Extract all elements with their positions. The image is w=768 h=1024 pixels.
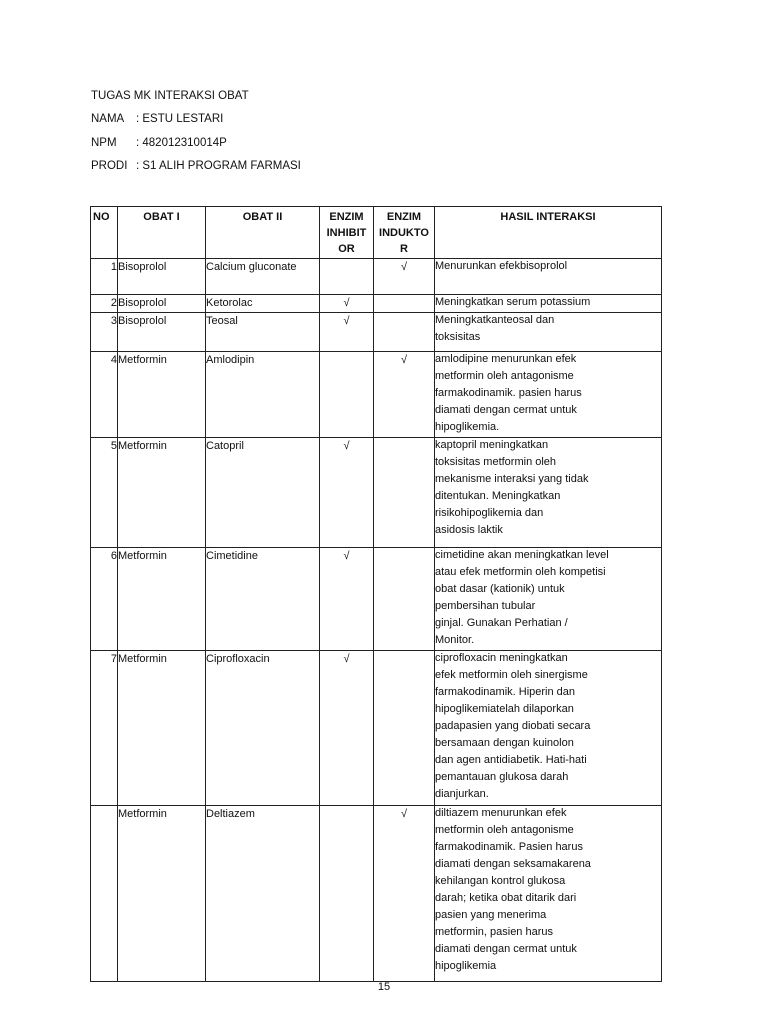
header-obat-1: OBAT I — [118, 207, 206, 259]
field-label: NAMA — [91, 113, 125, 125]
page-number: 15 — [377, 981, 391, 993]
field-label: PRODI — [91, 160, 128, 172]
induktor-check-cell — [374, 548, 435, 651]
header-line: INDUKTO — [379, 227, 429, 239]
obat-2-cell: Ciprofloxacin — [206, 651, 320, 806]
result-line: risikohipoglikemia dan — [435, 507, 544, 519]
assignment-title: TUGAS MK INTERAKSI OBAT — [91, 90, 249, 102]
result-line: farmakodinamik. Hiperin dan — [435, 686, 576, 698]
induktor-check-cell: √ — [374, 259, 435, 295]
result-line: farmakodinamik. pasien harus — [435, 387, 582, 399]
hasil-interaksi-cell — [435, 548, 662, 651]
result-line: hipoglikemia — [435, 960, 497, 972]
inhibitor-check-cell: √ — [320, 313, 374, 352]
row-number: 4 — [91, 352, 118, 438]
obat-1-cell: Bisoprolol — [118, 295, 206, 313]
field-value: : 482012310014P — [136, 137, 227, 149]
obat-2-cell: Ketorolac — [206, 295, 320, 313]
header-enzim-inhibitor — [320, 207, 374, 259]
header-line: ENZIM — [386, 211, 422, 223]
result-line: dianjurkan. — [435, 788, 489, 800]
inhibitor-check-cell — [320, 806, 374, 982]
inhibitor-check-cell: √ — [320, 295, 374, 313]
hasil-interaksi-cell — [435, 438, 662, 548]
table-row — [91, 295, 662, 313]
result-line: atau efek metformin oleh kompetisi — [435, 566, 606, 578]
result-line: Menurunkan efekbisoprolol — [435, 260, 568, 272]
table-row — [91, 438, 662, 548]
obat-1-cell: Metformin — [118, 548, 206, 651]
table-row — [91, 548, 662, 651]
header-line: OR — [338, 243, 355, 255]
result-line: metformin, pasien harus — [435, 926, 553, 938]
table-row — [91, 806, 662, 982]
result-line: Meningkatkan serum potassium — [435, 296, 591, 308]
field-value: : ESTU LESTARI — [136, 113, 224, 125]
row-number: 3 — [91, 313, 118, 352]
induktor-check-cell — [374, 295, 435, 313]
result-line: Meningkatkanteosal dan — [435, 314, 555, 326]
field-npm — [91, 136, 227, 150]
hasil-interaksi-cell — [435, 651, 662, 806]
result-line: amlodipine menurunkan efek — [435, 353, 577, 365]
header-line: R — [400, 243, 408, 255]
row-number: 2 — [91, 295, 118, 313]
inhibitor-check-cell: √ — [320, 548, 374, 651]
hasil-interaksi-cell — [435, 806, 662, 982]
result-line: diamati dengan seksamakarena — [435, 858, 591, 870]
obat-2-cell: Cimetidine — [206, 548, 320, 651]
row-number: 1 — [91, 259, 118, 295]
table-header-row — [91, 207, 662, 259]
obat-1-cell: Metformin — [118, 651, 206, 806]
row-number — [91, 806, 118, 982]
table-row — [91, 651, 662, 806]
result-line: kaptopril meningkatkan — [435, 439, 549, 451]
header-obat-2: OBAT II — [206, 207, 320, 259]
header-line: INHIBIT — [326, 227, 367, 239]
result-line: pasien yang menerima — [435, 909, 547, 921]
result-line: diamati dengan cermat untuk — [435, 943, 577, 955]
result-line: asidosis laktik — [435, 524, 503, 536]
row-number: 6 — [91, 548, 118, 651]
result-line: bersamaan dengan kuinolon — [435, 737, 574, 749]
field-value: : S1 ALIH PROGRAM FARMASI — [136, 160, 301, 172]
result-line: toksisitas — [435, 331, 481, 343]
induktor-check-cell: √ — [374, 352, 435, 438]
obat-2-cell: Deltiazem — [206, 806, 320, 982]
inhibitor-check-cell: √ — [320, 438, 374, 548]
obat-2-cell: Calcium gluconate — [206, 259, 320, 295]
result-line: mekanisme interaksi yang tidak — [435, 473, 589, 485]
table-row — [91, 352, 662, 438]
inhibitor-check-cell: √ — [320, 651, 374, 806]
result-line: dan agen antidiabetik. Hati-hati — [435, 754, 587, 766]
result-line: darah; ketika obat ditarik dari — [435, 892, 577, 904]
obat-1-cell: Metformin — [118, 352, 206, 438]
result-line: metformin oleh antagonisme — [435, 370, 574, 382]
result-line: metformin oleh antagonisme — [435, 824, 574, 836]
table-row — [91, 313, 662, 352]
result-line: Monitor. — [435, 634, 475, 646]
field-prodi — [91, 159, 301, 173]
field-nama — [91, 112, 223, 126]
result-line: toksisitas metformin oleh — [435, 456, 557, 468]
row-number: 5 — [91, 438, 118, 548]
result-line: diamati dengan cermat untuk — [435, 404, 577, 416]
row-number: 7 — [91, 651, 118, 806]
inhibitor-check-cell — [320, 259, 374, 295]
result-line: hipoglikemia. — [435, 421, 500, 433]
result-line: pembersihan tubular — [435, 600, 536, 612]
header-no: NO — [91, 207, 118, 259]
header-line: ENZIM — [329, 211, 364, 223]
header-enzim-induktor — [374, 207, 435, 259]
result-line: kehilangan kontrol glukosa — [435, 875, 566, 887]
hasil-interaksi-cell — [435, 352, 662, 438]
header-hasil-interaksi: HASIL INTERAKSI — [435, 207, 662, 259]
obat-2-cell: Catopril — [206, 438, 320, 548]
result-line: cimetidine akan meningkatkan level — [435, 549, 609, 561]
induktor-check-cell: √ — [374, 806, 435, 982]
inhibitor-check-cell — [320, 352, 374, 438]
result-line: obat dasar (kationik) untuk — [435, 583, 565, 595]
result-line: padapasien yang diobati secara — [435, 720, 591, 732]
drug-interaction-table — [90, 206, 662, 982]
hasil-interaksi-cell — [435, 259, 662, 295]
result-line: ditentukan. Meningkatkan — [435, 490, 561, 502]
result-line: ciprofloxacin meningkatkan — [435, 652, 568, 664]
hasil-interaksi-cell — [435, 313, 662, 352]
result-line: hipoglikemiatelah dilaporkan — [435, 703, 574, 715]
obat-2-cell: Teosal — [206, 313, 320, 352]
obat-1-cell: Metformin — [118, 806, 206, 982]
table-row — [91, 259, 662, 295]
obat-2-cell: Amlodipin — [206, 352, 320, 438]
induktor-check-cell — [374, 313, 435, 352]
obat-1-cell: Bisoprolol — [118, 313, 206, 352]
result-line: efek metformin oleh sinergisme — [435, 669, 588, 681]
induktor-check-cell — [374, 438, 435, 548]
field-label: NPM — [91, 137, 117, 149]
induktor-check-cell — [374, 651, 435, 806]
obat-1-cell: Metformin — [118, 438, 206, 548]
hasil-interaksi-cell — [435, 295, 662, 313]
obat-1-cell: Bisoprolol — [118, 259, 206, 295]
result-line: diltiazem menurunkan efek — [435, 807, 567, 819]
result-line: pemantauan glukosa darah — [435, 771, 569, 783]
result-line: ginjal. Gunakan Perhatian / — [435, 617, 568, 629]
result-line: farmakodinamik. Pasien harus — [435, 841, 583, 853]
